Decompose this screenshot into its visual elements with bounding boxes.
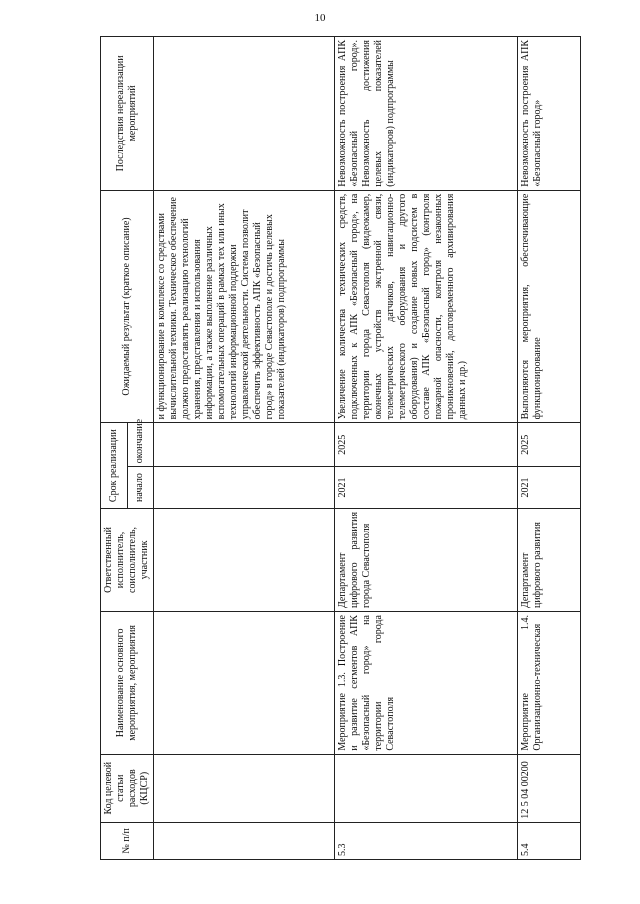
header-kcsr: Код целевой статьи расходов (КЦСР) bbox=[101, 754, 154, 822]
row-end: 2025 bbox=[518, 423, 581, 467]
row-name: Мероприятие 1.3. Построение и развитие сегментов АПК «Безопасный город» на территории города Севастополя bbox=[335, 612, 518, 755]
row-consequences: Невозможность построения АПК «Безопасный город». Невозможность достижения целевых показателей (индикаторов) подпрограммы bbox=[335, 37, 518, 191]
row-end: 2025 bbox=[335, 423, 518, 467]
header-start: начало bbox=[127, 467, 154, 509]
table-row bbox=[335, 37, 518, 860]
continuation-result: и функционирование в комплексе со средствами вычислительной техники. Техническое обеспечение должно предоставлять реализацию технологий хранения, представления и использования информации, а также выполнение различных вспомогательных операций в рамках тех или иных технологий информационной поддержки управленческой деятельности. Система позволит обеспечить эффективность АПК «Безопасный город» в городе Севастополе и достичь целевых показателей (индикаторов) подпрограммы bbox=[154, 190, 335, 423]
row-kcsr bbox=[335, 754, 518, 822]
header-name: Наименование основного мероприятия, мероприятия bbox=[101, 612, 154, 755]
row-num: 5.4 bbox=[518, 822, 581, 859]
header-num: № п/п bbox=[101, 822, 154, 859]
header-row bbox=[101, 37, 128, 860]
row-consequences: Невозможность построения АПК «Безопасный город» bbox=[518, 37, 581, 191]
row-name: Мероприятие 1.4. Организационно-техническая bbox=[518, 612, 581, 755]
table-sheet bbox=[100, 36, 570, 860]
row-executor: Департамент цифрового развития города Севастополя bbox=[335, 508, 518, 611]
table-row-continuation bbox=[154, 37, 335, 860]
page-number: 10 bbox=[314, 12, 326, 24]
row-num: 5.3 bbox=[335, 822, 518, 859]
header-executor: Ответственный исполнитель, соисполнитель, участник bbox=[101, 508, 154, 611]
row-start: 2021 bbox=[518, 467, 581, 509]
row-start: 2021 bbox=[335, 467, 518, 509]
row-result: Увеличение количества технических средств, подключенных к АПК «Безопасный город», на территории города Севастополя (видеокамер, оконечных устройств экстренной связи, телеметрических датчиков, навигационно-телеметрического оборудования и другого оборудования) и создание новых подсистем в составе АПК «Безопасный город» (контроля пожарной опасности, контроля незаконных проникновений, долговременного архивирования данных и др.) bbox=[335, 190, 518, 423]
header-end: окончание bbox=[127, 423, 154, 467]
header-result: Ожидаемый результат (краткое описание) bbox=[101, 190, 154, 423]
row-executor: Департамент цифрового развития bbox=[518, 508, 581, 611]
measures-table bbox=[100, 36, 581, 860]
row-result: Выполняются мероприятия, обеспечивающие функционирование bbox=[518, 190, 581, 423]
table-row bbox=[518, 37, 581, 860]
header-period: Срок реализации bbox=[101, 423, 128, 509]
header-consequences: Последствия нереализации мероприятий bbox=[101, 37, 154, 191]
row-kcsr: 12 5 04 00200 bbox=[518, 754, 581, 822]
